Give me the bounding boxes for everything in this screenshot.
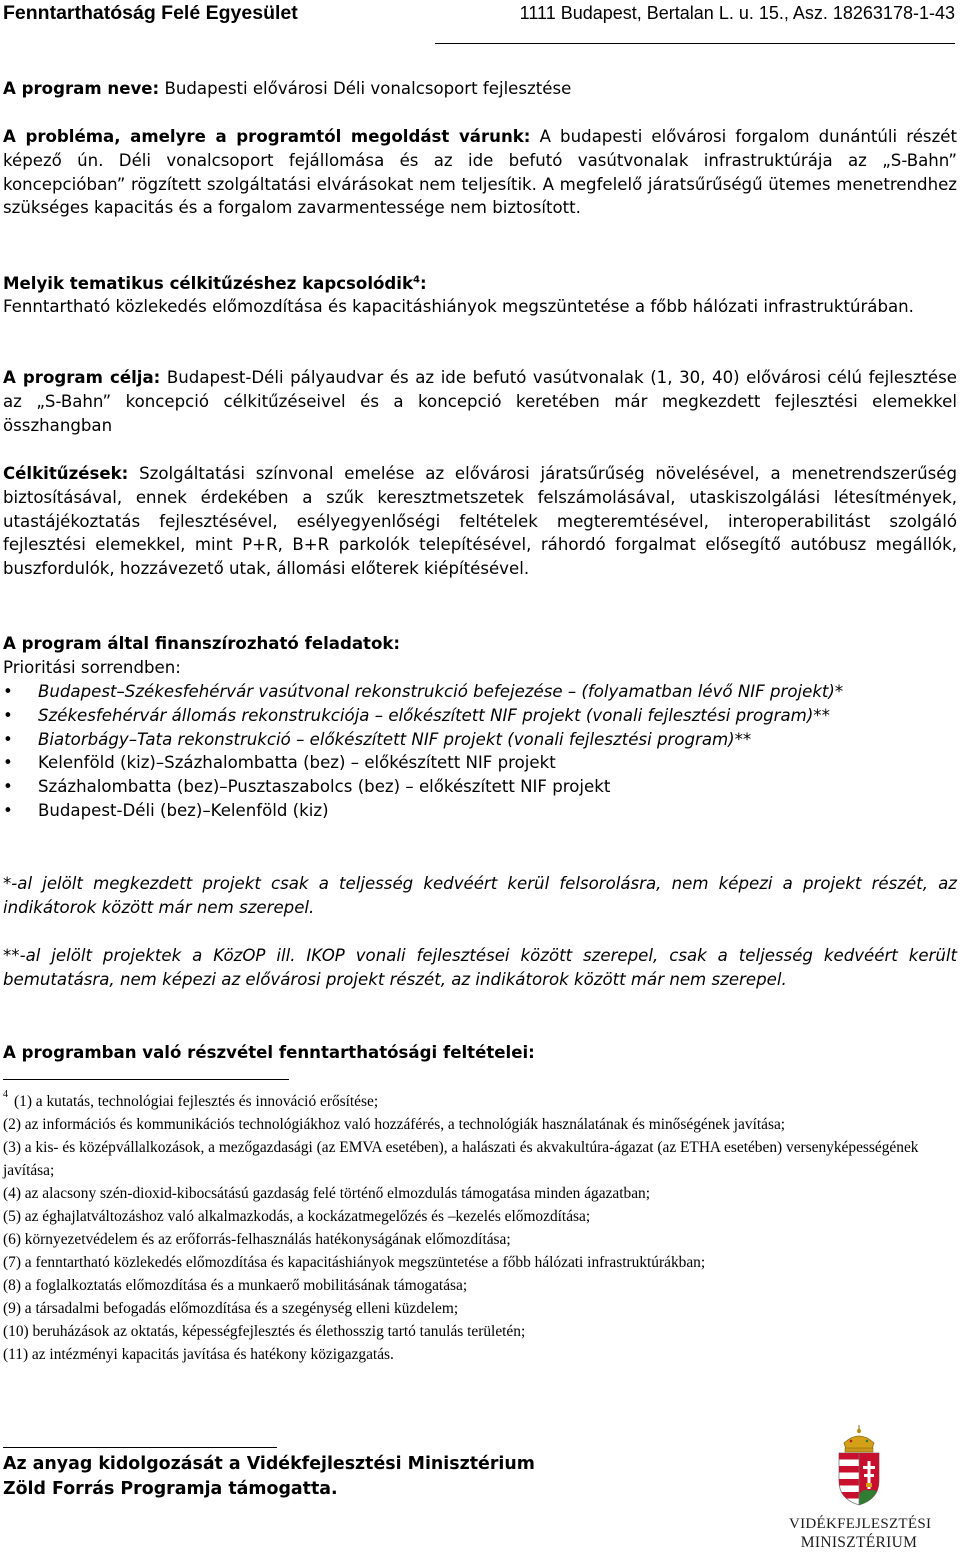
thematic-label: Melyik tematikus célkitűzéshez kapcsolódik — [3, 273, 414, 293]
list-item — [3, 751, 957, 775]
task-list — [3, 680, 957, 823]
bullet: • — [3, 800, 13, 820]
crown-icon — [844, 1425, 874, 1452]
footnote-item: (9) a társadalmi befogadás előmozdítása és a szegénység elleni küzdelem; — [3, 1300, 459, 1317]
objectives-paragraph — [3, 462, 957, 581]
program-name-label: A program neve: — [3, 79, 160, 98]
goal-label: A program célja: — [3, 368, 161, 387]
tasks-heading: A program által finanszírozható feladatok: — [3, 634, 401, 653]
footnote-item: (7) a fenntartható közlekedés előmozdítása és kapacitáshiányok megszüntetése a főbb hálózati infrastruktúrákban; — [3, 1254, 706, 1271]
objectives-label: Célkitűzések: — [3, 464, 129, 483]
program-name — [3, 77, 957, 101]
footnote-item-text: (1) a kutatás, technológiai fejlesztés és innováció erősítése; — [14, 1093, 379, 1110]
footnote-item: (11) az intézményi kapacitás javítása és hatékony közigazgatás. — [3, 1346, 394, 1363]
task-note-2: **-al jelölt projektek a KözOP ill. IKOP vonali fejlesztései között szerepel, csak a teljesség kedvéért került bemutatásra, nem képezi az elővárosi projekt részét, az indikátorok között már nem szerepel. — [3, 946, 957, 989]
footnote-item: (5) az éghajlatváltozáshoz való alkalmazkodás, a kockázatmegelőzés és –kezelés előmozdítása; — [3, 1208, 591, 1225]
footnote-item: (4) az alacsony szén-dioxid-kibocsátású gazdaság felé történő elmozdulás támogatása minden ágazatban; — [3, 1185, 651, 1202]
thematic-colon: : — [420, 273, 427, 293]
footnote-item: (2) az információs és kommunikációs technológiákhoz való hozzáférés, a technológiák használatának és minőségének javítása; — [3, 1116, 786, 1133]
tasks-heading-block — [3, 632, 957, 680]
footnote-rule — [3, 1079, 289, 1080]
list-item — [3, 728, 957, 752]
objectives-value: Szolgáltatási színvonal emelése az elővárosi járatsűrűség növelésével, a menetrendszerűség biztosításával, ennek érdekében a szűk keresztmetszetek felszámolásával, utaskiszolgálási létesítmények, utastájékoztatás fejlesztésével, esélyegyenlőségi feltételek megteremtésével, interoperabilitást szolgáló fejlesztési elemekkel, mint P+R, B+R parkolók telepítésével, ráhordó forgalmat elősegítő autóbusz megállók, buszfordulók, hozzávezető utak, állomási előterek kiépítésével. — [3, 464, 957, 579]
footer-line-2: Zöld Forrás Programja támogatta. — [3, 1478, 338, 1499]
footnote-item: (3) a kis- és középvállalkozások, a mezőgazdasági (az EMVA esetében), a halászati és akvakultúra-ágazat (az ETHA esetében) versenyképességének javítása; — [3, 1139, 919, 1179]
bullet: • — [3, 777, 13, 797]
footer-credit — [3, 1452, 535, 1501]
logo-text-line-1: VIDÉKFEJLESZTÉSI — [789, 1516, 932, 1532]
goal-paragraph — [3, 366, 957, 437]
sustainability-heading: A programban való részvétel fenntarthatósági feltételei: — [3, 1043, 535, 1062]
header-rule — [435, 43, 955, 44]
task-note-1: *-al jelölt megkezdett projekt csak a teljesség kedvéért kerül felsorolásra, nem képezi a projekt részét, az indikátorok között már nem szerepel. — [3, 874, 957, 917]
bullet: • — [3, 729, 13, 749]
priority-label: Prioritási sorrendben: — [3, 657, 181, 677]
page-header — [3, 2, 957, 28]
list-item — [3, 680, 957, 704]
footnote-item: (6) környezetvédelem és az erőforrás-felhasználás hatékonyságának előmozdítása; — [3, 1231, 511, 1248]
list-item — [3, 799, 957, 823]
sustainability-block — [3, 1041, 957, 1065]
organization-name: Fenntarthatóság Felé Egyesület — [3, 2, 298, 24]
footnote-item — [3, 1090, 957, 1113]
list-item — [3, 775, 957, 799]
list-item-text: Székesfehérvár állomás rekonstrukciója – előkészített NIF projekt (vonali fejlesztési program)** — [38, 705, 830, 725]
thematic-paragraph — [3, 268, 957, 319]
footnote — [3, 1090, 957, 1366]
problem-label: A probléma, amelyre a programtól megoldást várunk: — [3, 127, 531, 146]
problem-paragraph — [3, 125, 957, 220]
list-item — [3, 704, 957, 728]
bullet: • — [3, 753, 13, 773]
logo-text-line-2: MINISZTÉRIUM — [800, 1534, 918, 1551]
problem-value: A budapesti elővárosi forgalom dunántúli részét képező ún. Déli vonalcsoport fejállomása és az ide befutó vasútvonalak infrastruktúrája az „S-Bahn” koncepcióban” rögzített szolgáltatási elvárásokat nem teljesítik. A megfelelő járatsűrűségű ütemes menetrendhez szükséges kapacitás és a forgalom zavarmentessége nem biztosított. — [3, 127, 957, 218]
bullet: • — [3, 682, 13, 701]
goal-value: Budapest-Déli pályaudvar és az ide befutó vasútvonalak (1, 30, 40) elővárosi célú fejlesztése az „S-Bahn” koncepció célkitűzéseivel és a koncepció keretében már megkezdett fejlesztési elemekkel összhangban — [3, 368, 957, 435]
footer-rule — [3, 1447, 277, 1448]
list-item-text: Biatorbágy–Tata rekonstrukció – előkészített NIF projekt (vonali fejlesztési program)** — [38, 729, 752, 749]
organization-address: 1111 Budapest, Bertalan L. u. 15., Asz. 18263178-1-43 — [519, 3, 955, 23]
thematic-value: Fenntartható közlekedés előmozdítása és kapacitáshiányok megszüntetése a főbb hálózati infrastruktúrában. — [3, 297, 914, 317]
list-item-text: Kelenföld (kiz)–Százhalombatta (bez) – előkészített NIF projekt — [38, 753, 556, 773]
footer-line-1: Az anyag kidolgozását a Vidékfejlesztési Minisztérium — [3, 1454, 535, 1474]
footnote-item: (10) beruházások az oktatás, képességfejlesztés és élethosszig tartó tanulás területén; — [3, 1323, 526, 1340]
list-item-text: Budapest-Déli (bez)–Kelenföld (kiz) — [38, 800, 329, 820]
footnote-item: (8) a foglalkoztatás előmozdítása és a munkaerő mobilitásának támogatása; — [3, 1277, 468, 1294]
program-name-value: Budapesti elővárosi Déli vonalcsoport fejlesztése — [164, 79, 572, 98]
footnote-ref[interactable]: 4 — [413, 274, 420, 285]
list-item-text: Százhalombatta (bez)–Pusztaszabolcs (bez) – előkészített NIF projekt — [38, 777, 611, 797]
ministry-logo — [789, 1425, 932, 1551]
footnote-marker: 4 — [3, 1089, 8, 1100]
bullet: • — [3, 705, 13, 725]
list-item-text: Budapest–Székesfehérvár vasútvonal rekonstrukció befejezése – (folyamatban lévő NIF projekt)* — [38, 682, 844, 701]
coat-of-arms-icon — [789, 1425, 929, 1507]
shield-icon — [839, 1453, 879, 1505]
